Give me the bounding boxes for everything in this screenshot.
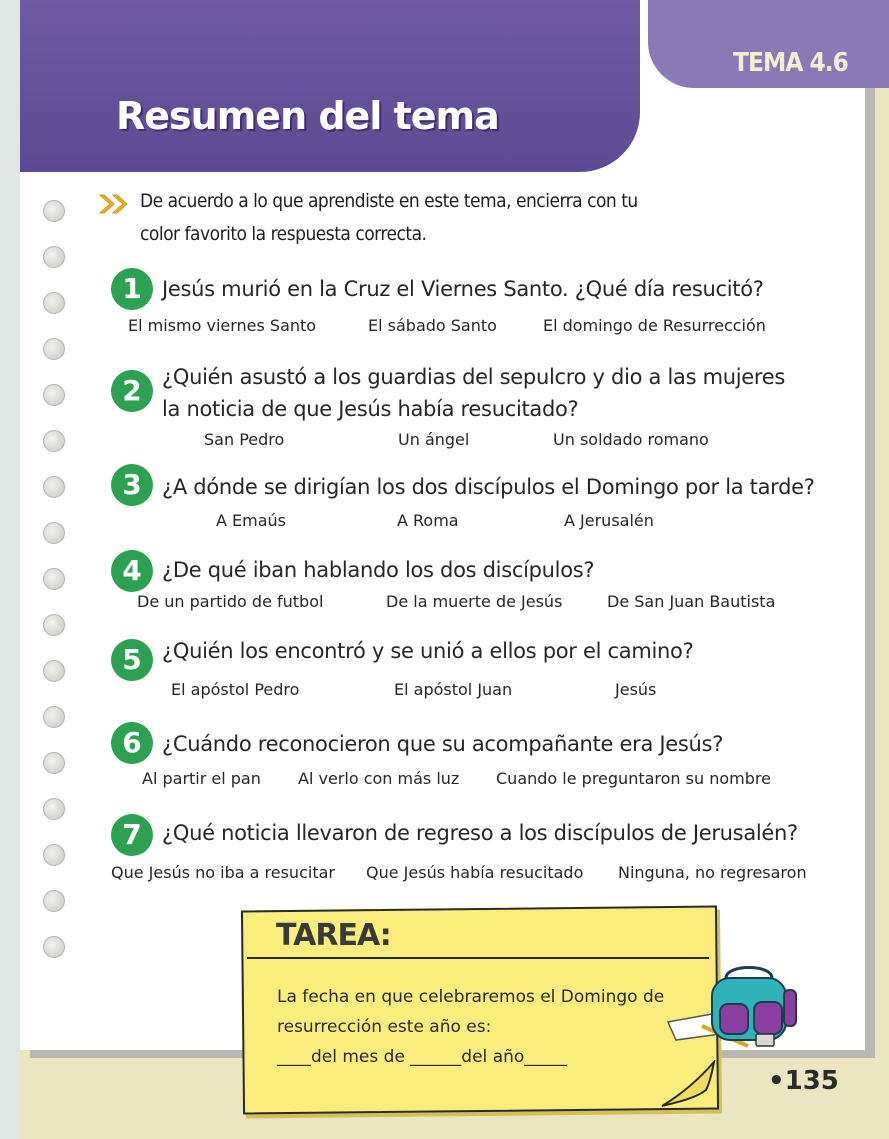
ring-icon — [43, 752, 65, 774]
ring-icon — [43, 200, 65, 222]
question-text: ¿Quién los encontró y se unió a ellos por el camino? — [162, 639, 694, 663]
tarea-title: TAREA: — [276, 918, 391, 953]
question-number-badge: 1 — [111, 268, 153, 310]
double-arrow-icon — [98, 193, 132, 215]
question-text: ¿A dónde se dirigían los dos discípulos el Domingo por la tarde? — [162, 475, 815, 499]
answer-option[interactable]: Que Jesús había resucitado — [366, 863, 584, 882]
ring-icon — [43, 384, 65, 406]
page-curl-icon — [660, 1060, 716, 1110]
ring-icon — [43, 798, 65, 820]
tema-label: TEMA 4.6 — [733, 48, 848, 78]
ring-icon — [43, 568, 65, 590]
ring-icon — [43, 844, 65, 866]
question-text: Jesús murió en la Cruz el Viernes Santo. ¿Qué día resucitó? — [162, 277, 764, 301]
answer-option[interactable]: El apóstol Juan — [394, 680, 513, 699]
answer-option[interactable]: De la muerte de Jesús — [386, 592, 563, 611]
question-text: ¿Quién asustó a los guardias del sepulcro y dio a las mujeres — [162, 365, 786, 389]
ring-icon — [43, 292, 65, 314]
ring-icon — [43, 660, 65, 682]
answer-option[interactable]: Al partir el pan — [142, 769, 261, 788]
question-number-badge: 5 — [111, 639, 153, 681]
ring-icon — [43, 614, 65, 636]
tarea-line-2: resurrección este año es: — [277, 1017, 492, 1037]
question-number-badge: 4 — [111, 550, 153, 592]
ring-icon — [43, 430, 65, 452]
ring-icon — [43, 890, 65, 912]
answer-option[interactable]: Que Jesús no iba a resucitar — [111, 863, 335, 882]
instruction-text: De acuerdo a lo que aprendiste en este tema, encierra con tu color favorito la respuesta correcta. — [140, 190, 638, 245]
ring-icon — [43, 936, 65, 958]
page-title: Resumen del tema — [116, 94, 499, 138]
question-number-badge: 6 — [111, 722, 153, 764]
answer-option[interactable]: A Jerusalén — [564, 511, 654, 530]
answer-option[interactable]: De San Juan Bautista — [607, 592, 776, 611]
tarea-line-1: La fecha en que celebraremos el Domingo de — [277, 987, 665, 1007]
answer-option[interactable]: De un partido de futbol — [137, 592, 324, 611]
question-number-badge: 7 — [111, 814, 153, 856]
left-margin-strip — [0, 0, 20, 1139]
ring-icon — [43, 476, 65, 498]
answer-option[interactable]: Al verlo con más luz — [298, 769, 460, 788]
answer-option[interactable]: A Emaús — [216, 511, 287, 530]
answer-option[interactable]: Un soldado romano — [553, 430, 709, 449]
header-banner — [20, 0, 640, 172]
backpack-icon — [662, 960, 802, 1060]
tarea-divider — [247, 957, 709, 959]
answer-option[interactable]: San Pedro — [204, 430, 285, 449]
question-text-line2: la noticia de que Jesús había resucitado? — [162, 397, 579, 421]
ring-icon — [43, 246, 65, 268]
answer-option[interactable]: Ninguna, no regresaron — [618, 863, 807, 882]
tarea-body — [277, 982, 717, 1072]
page-number: •135 — [768, 1066, 839, 1096]
question-text: ¿Qué noticia llevaron de regreso a los discípulos de Jerusalén? — [162, 821, 798, 845]
ring-icon — [43, 706, 65, 728]
tarea-line-3: ____del mes de ______del año_____ — [277, 1047, 567, 1067]
answer-option[interactable]: El apóstol Pedro — [171, 680, 300, 699]
answer-option[interactable]: A Roma — [397, 511, 459, 530]
question-text: ¿De qué iban hablando los dos discípulos? — [162, 558, 595, 582]
question-number-badge: 2 — [111, 370, 153, 412]
question-text: ¿Cuándo reconocieron que su acompañante era Jesús? — [162, 732, 724, 756]
answer-option[interactable]: El sábado Santo — [368, 316, 497, 335]
answer-option[interactable]: El domingo de Resurrección — [543, 316, 766, 335]
answer-option[interactable]: Jesús — [615, 680, 657, 699]
ring-icon — [43, 522, 65, 544]
answer-option[interactable]: Cuando le preguntaron su nombre — [496, 769, 771, 788]
answer-option[interactable]: Un ángel — [398, 430, 470, 449]
answer-option[interactable]: El mismo viernes Santo — [128, 316, 317, 335]
question-number-badge: 3 — [111, 464, 153, 506]
ring-icon — [43, 338, 65, 360]
